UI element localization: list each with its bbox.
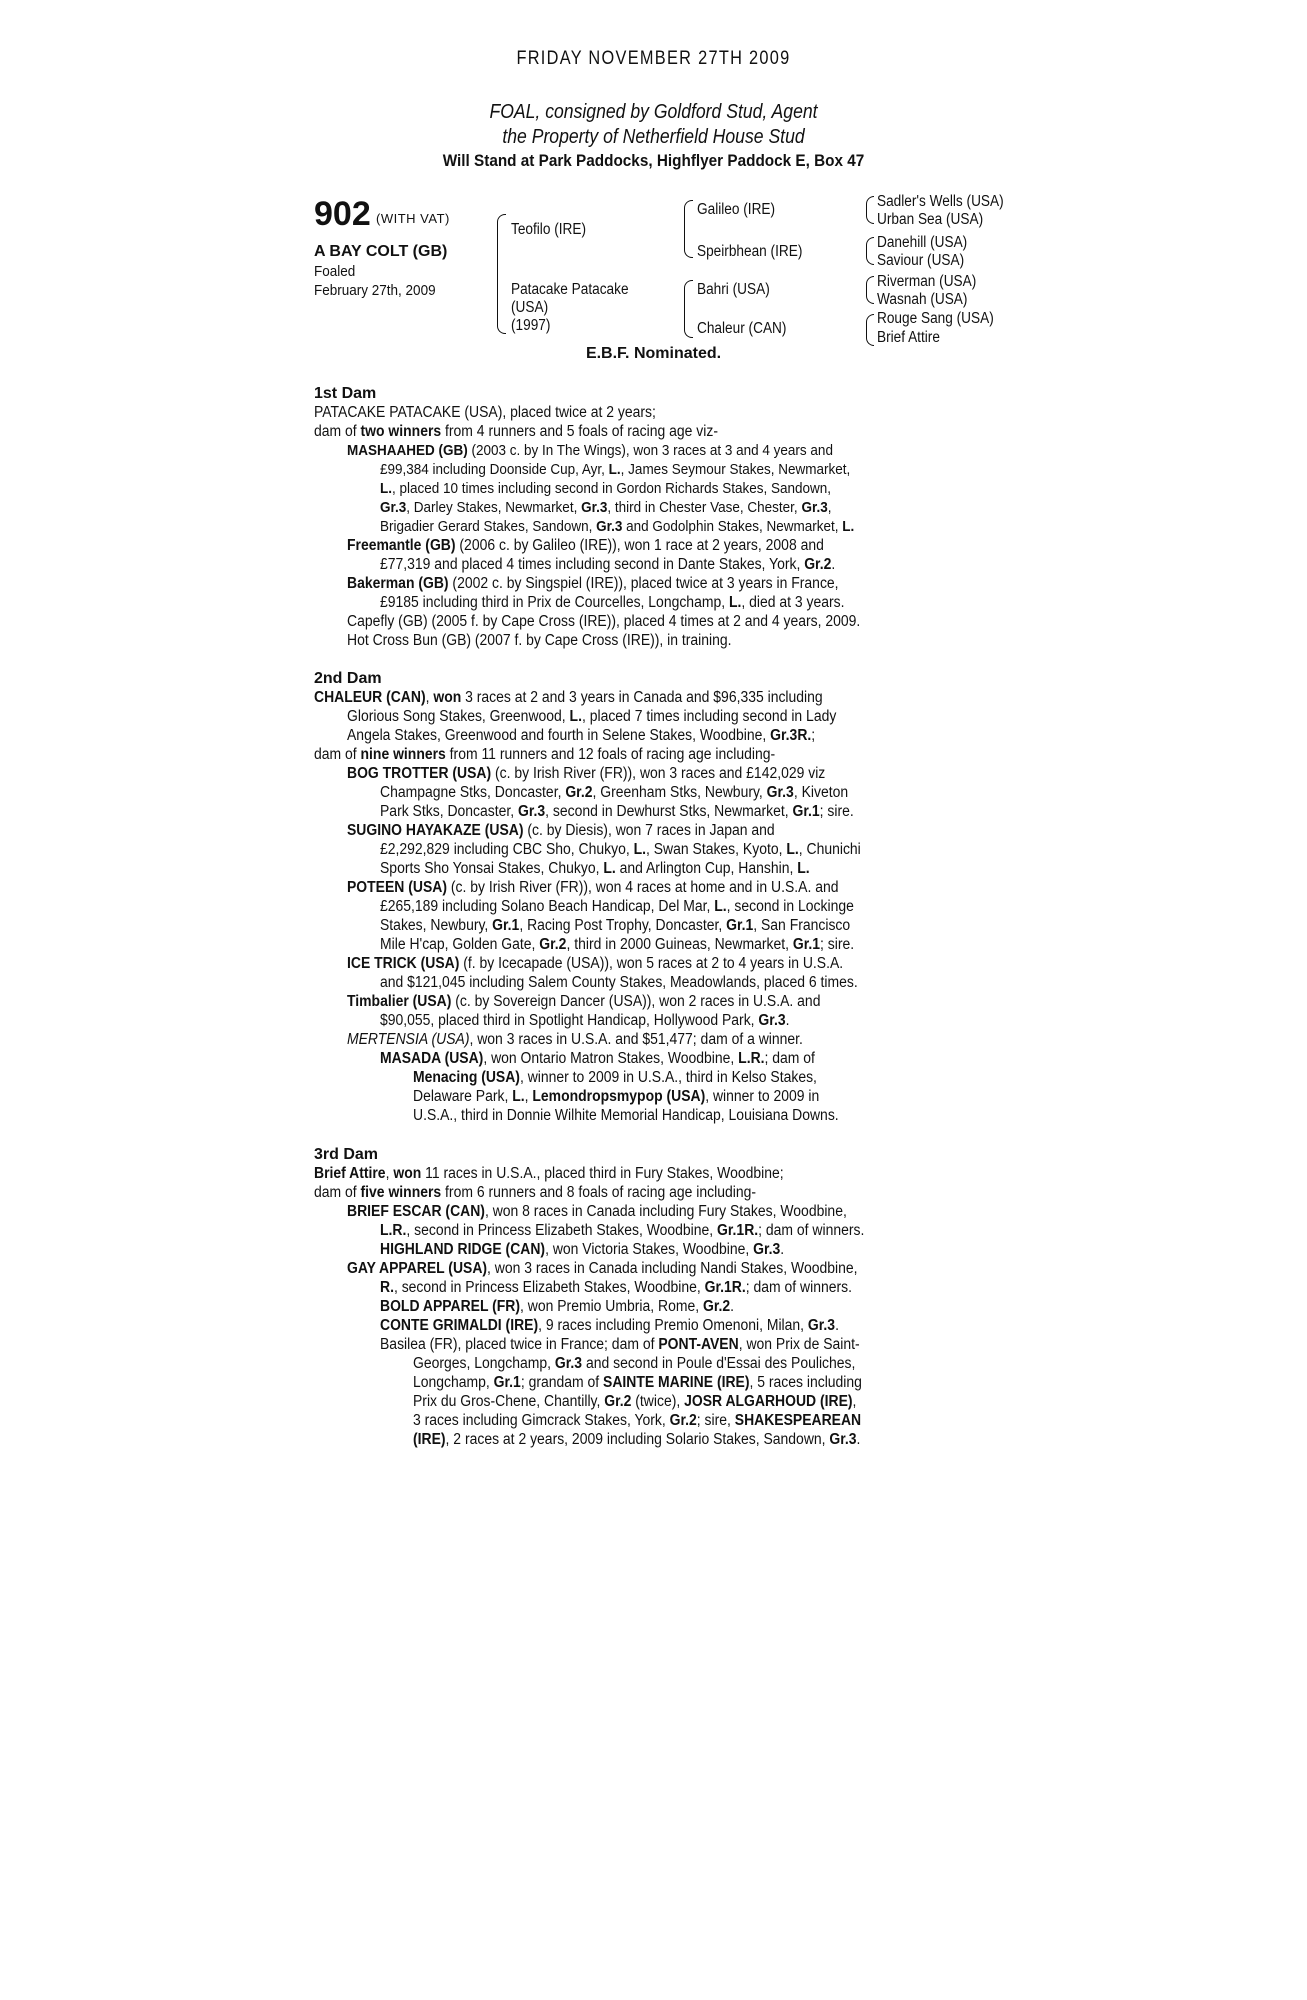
pedigree-dds: Rouge Sang (USA) xyxy=(877,310,994,327)
pedigree-sdd: Saviour (USA) xyxy=(877,252,965,269)
brace-sire-parents xyxy=(684,200,693,258)
second-dam-section xyxy=(314,669,995,1125)
brace-dam-parents xyxy=(684,280,693,338)
second-dam-produce-summary: dam of nine winners from 11 runners and 12 foals of racing age including- xyxy=(314,746,776,763)
produce-masada: MASADA (USA), won Ontario Matron Stakes, Woodbine, L.R.; dam of Menacing (USA), winner to 2009 in U.S.A., third in Kelso Stakes, Delaware Park, L., Lemondropsmypop (USA), winner to 2009 in U.S.A., third in Donnie Wilhite Memorial Handicap, Louisiana Downs. xyxy=(380,1050,839,1124)
produce-hot-cross-bun: Hot Cross Bun (GB) (2007 f. by Cape Cross (IRE)), in training. xyxy=(347,632,732,649)
produce-mashaahed: MASHAAHED (GB) (2003 c. by In The Wings), won 3 races at 3 and 4 years and £99,384 including Doonside Cup, Ayr, L., James Seymour Stakes, Newmarket, L., placed 10 times including second in Gordon Richards Stakes, Sandown, Gr.3, Darley Stakes, Newmarket, Gr.3, third in Chester Vase, Chester, Gr.3, Brigadier Gerard Stakes, Sandown, Gr.3 and Godolphin Stakes, Newmarket, L. xyxy=(347,442,855,535)
pedigree-dam-line1: Patacake Patacake xyxy=(511,281,629,298)
pedigree-sire-dam: Speirbhean (IRE) xyxy=(697,243,803,260)
third-dam-record: Brief Attire, won 11 races in U.S.A., placed third in Fury Stakes, Woodbine; xyxy=(314,1165,784,1182)
first-dam-heading: 1st Dam xyxy=(314,385,377,402)
produce-mertensia: MERTENSIA (USA), won 3 races in U.S.A. and $51,477; dam of a winner. xyxy=(347,1031,803,1048)
lot-number: 902 xyxy=(314,195,371,233)
produce-timbalier: Timbalier (USA) (c. by Sovereign Dancer (USA)), won 2 races in U.S.A. and $90,055, placed third in Spotlight Handicap, Hollywood Park, Gr.3. xyxy=(347,993,821,1029)
second-dam-heading: 2nd Dam xyxy=(314,670,382,687)
pedigree-dam-line3: (1997) xyxy=(511,317,551,334)
brace-ss xyxy=(866,196,874,224)
produce-sugino-hayakaze: SUGINO HAYAKAZE (USA) (c. by Diesis), won 7 races in Japan and £2,292,829 including CBC Sho, Chukyo, L., Swan Stakes, Kyoto, L., Chunichi Sports Sho Yonsai Stakes, Chukyo, L. and Arlington Cup, Hanshin, L. xyxy=(347,822,861,877)
pedigree-dam-line2: (USA) xyxy=(511,299,549,316)
ebf-note: E.B.F. Nominated. xyxy=(585,345,722,362)
vat-note: (WITH VAT) xyxy=(376,211,450,226)
produce-freemantle: Freemantle (GB) (2006 c. by Galileo (IRE)), won 1 race at 2 years, 2008 and £77,319 and placed 4 times including second in Dante Stakes, York, Gr.2. xyxy=(347,537,836,573)
produce-bakerman: Bakerman (GB) (2002 c. by Singspiel (IRE)), placed twice at 3 years in France, £9185 including third in Prix de Courcelles, Longchamp, L., died at 3 years. xyxy=(347,575,845,611)
pedigree-sds: Danehill (USA) xyxy=(877,234,968,251)
third-dam-heading: 3rd Dam xyxy=(314,1146,379,1163)
pedigree-sss: Sadler's Wells (USA) xyxy=(877,193,1004,210)
brace-parents xyxy=(497,214,506,334)
pedigree-dam xyxy=(511,281,629,335)
pedigree-dss: Riverman (USA) xyxy=(877,273,977,290)
brace-dd xyxy=(866,314,874,346)
pedigree-ssd: Urban Sea (USA) xyxy=(877,211,984,228)
produce-bog-trotter: BOG TROTTER (USA) (c. by Irish River (FR)), won 3 races and £142,029 viz Champagne Stks, Doncaster, Gr.2, Greenham Stks, Newbury, Gr.3, Kiveton Park Stks, Doncaster, Gr.3, second in Dewhurst Stks, Newmarket, Gr.1; sire. xyxy=(347,765,854,820)
foaled-date: February 27th, 2009 xyxy=(314,282,436,299)
foaled-label: Foaled xyxy=(314,263,356,280)
pedigree-ddd: Brief Attire xyxy=(877,329,940,346)
first-dam-produce-summary: dam of two winners from 4 runners and 5 foals of racing age viz- xyxy=(314,423,718,440)
pedigree-sire: Teofilo (IRE) xyxy=(511,221,587,238)
brace-ds xyxy=(866,276,874,304)
second-dam-record: CHALEUR (CAN), won 3 races at 2 and 3 years in Canada and $96,335 including Glorious Song Stakes, Greenwood, L., placed 7 times including second in Lady Angela Stakes, Greenwood and fourth in Selene Stakes, Woodbine, Gr.3R.; xyxy=(314,689,837,744)
produce-poteen: POTEEN (USA) (c. by Irish River (FR)), won 4 races at home and in U.S.A. and £265,189 including Solano Beach Handicap, Del Mar, L., second in Lockinge Stakes, Newbury, Gr.1, Racing Post Trophy, Doncaster, Gr.1, San Francisco Mile H'cap, Golden Gate, Gr.2, third in 2000 Guineas, Newmarket, Gr.1; sire. xyxy=(347,879,855,953)
pedigree-dsd: Wasnah (USA) xyxy=(877,291,968,308)
first-dam-line: PATACAKE PATACAKE (USA), placed twice at 2 years; xyxy=(314,404,656,421)
foaled-info xyxy=(314,262,436,300)
sale-date: FRIDAY NOVEMBER 27TH 2009 xyxy=(516,48,791,69)
produce-ice-trick: ICE TRICK (USA) (f. by Icecapade (USA)), won 5 races at 2 to 4 years in U.S.A. and $121,045 including Salem County Stakes, Meadowlands, placed 6 times. xyxy=(347,955,858,991)
produce-brief-escar: BRIEF ESCAR (CAN), won 8 races in Canada including Fury Stakes, Woodbine, L.R., second in Princess Elizabeth Stakes, Woodbine, Gr.1R.; dam of winners. HIGHLAND RIDGE (CAN), won Victoria Stakes, Woodbine, Gr.3. xyxy=(347,1203,865,1258)
third-dam-produce-summary: dam of five winners from 6 runners and 8 foals of racing age including- xyxy=(314,1184,756,1201)
pedigree-sire-sire: Galileo (IRE) xyxy=(697,201,776,218)
third-dam-section xyxy=(314,1145,995,1449)
produce-gay-apparel: GAY APPAREL (USA), won 3 races in Canada including Nandi Stakes, Woodbine, R., second in Princess Elizabeth Stakes, Woodbine, Gr.1R.; dam of winners. BOLD APPAREL (FR), won Premio Umbria, Rome, Gr.2. CONTE GRIMALDI (IRE), 9 races including Premio Omenoni, Milan, Gr.3. Basilea (FR), placed twice in France; dam of PONT-AVEN, won Prix de Saint- Georges, Longchamp, Gr.3 and second in Poule d'Essai des Pouliches, Longchamp, Gr.1; grandam of SAINTE MARINE (IRE), 5 races including Prix du Gros-Chene, Chantilly, Gr.2 (twice), JOSR ALGARHOUD (IRE), 3 races including Gimcrack Stakes, York, Gr.2; sire, SHAKESPEAREAN (IRE), 2 races at 2 years, 2009 including Solario Stakes, Sandown, Gr.3. xyxy=(347,1260,862,1448)
first-dam-section xyxy=(314,384,995,650)
produce-capefly: Capefly (GB) (2005 f. by Cape Cross (IRE)), placed 4 times at 2 and 4 years, 2009. xyxy=(347,613,861,630)
consignor-line-1: FOAL, consigned by Goldford Stud, Agent xyxy=(489,101,818,123)
lot-title: A BAY COLT (GB) xyxy=(314,243,448,260)
stand-location: Will Stand at Park Paddocks, Highflyer Paddock E, Box 47 xyxy=(442,151,865,170)
consignor-line-2: the Property of Netherfield House Stud xyxy=(502,126,805,148)
brace-sd xyxy=(866,237,874,265)
pedigree-dam-dam: Chaleur (CAN) xyxy=(697,320,787,337)
pedigree-dam-sire: Bahri (USA) xyxy=(697,281,770,298)
